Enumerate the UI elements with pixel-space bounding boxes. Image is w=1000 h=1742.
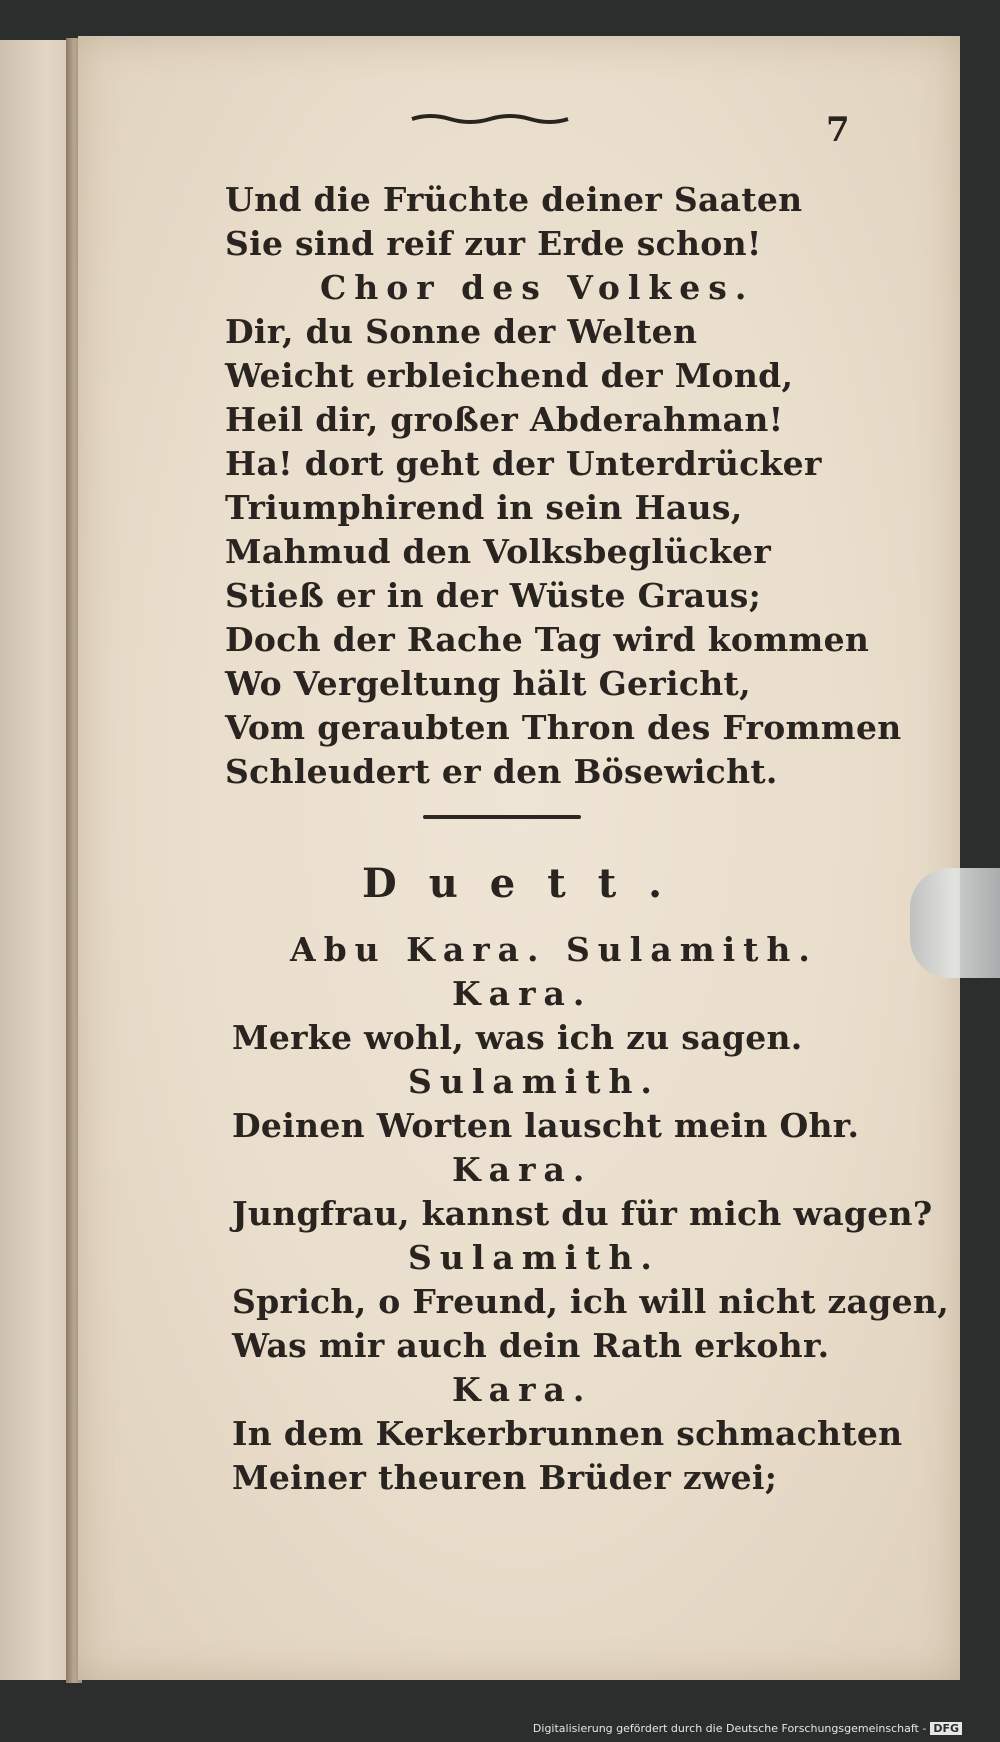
verse-line: Triumphirend in sein Haus, <box>225 488 743 527</box>
verse-line: Wo Vergeltung hält Gericht, <box>225 664 751 703</box>
speaker-heading: Chor des Volkes. <box>320 268 755 307</box>
verse-line: Sie sind reif zur Erde schon! <box>225 224 762 263</box>
verse-line: Ha! dort geht der Unterdrücker <box>225 444 822 483</box>
speaker-heading: Kara. <box>452 1150 593 1189</box>
dfg-logo: DFG <box>930 1722 962 1735</box>
speaker-heading: Sulamith. <box>408 1062 660 1101</box>
verse-line: In dem Kerkerbrunnen schmachten <box>232 1414 903 1453</box>
verse-line: Deinen Worten lauscht mein Ohr. <box>232 1106 860 1145</box>
verse-line: Doch der Rache Tag wird kommen <box>225 620 870 659</box>
speaker-heading: Kara. <box>452 1370 593 1409</box>
verse-line: Weicht erbleichend der Mond, <box>225 356 794 395</box>
section-divider <box>423 815 581 819</box>
characters-line: Abu Kara. Sulamith. <box>290 930 818 969</box>
verse-line: Was mir auch dein Rath erkohr. <box>232 1326 830 1365</box>
verse-line: Jungfrau, kannst du für mich wagen? <box>232 1194 933 1233</box>
verse-line: Mahmud den Volksbeglücker <box>225 532 772 571</box>
speaker-heading: Kara. <box>452 974 593 1013</box>
credit-text: Digitalisierung gefördert durch die Deutsche Forschungsgemeinschaft - <box>532 1722 927 1735</box>
verse-line: Stieß er in der Wüste Graus; <box>225 576 762 615</box>
verse-line: Schleudert er den Bösewicht. <box>225 752 778 791</box>
verse-line: Vom geraubten Thron des Frommen <box>225 708 902 747</box>
speaker-heading: Sulamith. <box>408 1238 660 1277</box>
page-number: 7 <box>826 110 850 150</box>
verse-line: Und die Früchte deiner Saaten <box>225 180 803 219</box>
head-ornament <box>410 112 570 126</box>
verse-line: Sprich, o Freund, ich will nicht zagen, <box>232 1282 949 1321</box>
verse-line: Merke wohl, was ich zu sagen. <box>232 1018 803 1057</box>
page-tab-clip <box>910 868 1000 978</box>
verse-line: Meiner theuren Brüder zwei; <box>232 1458 778 1497</box>
verse-line: Heil dir, großer Abderahman! <box>225 400 784 439</box>
verse-line: Dir, du Sonne der Welten <box>225 312 698 351</box>
digitization-credit <box>533 1722 962 1735</box>
section-title: Duett. <box>362 860 695 907</box>
